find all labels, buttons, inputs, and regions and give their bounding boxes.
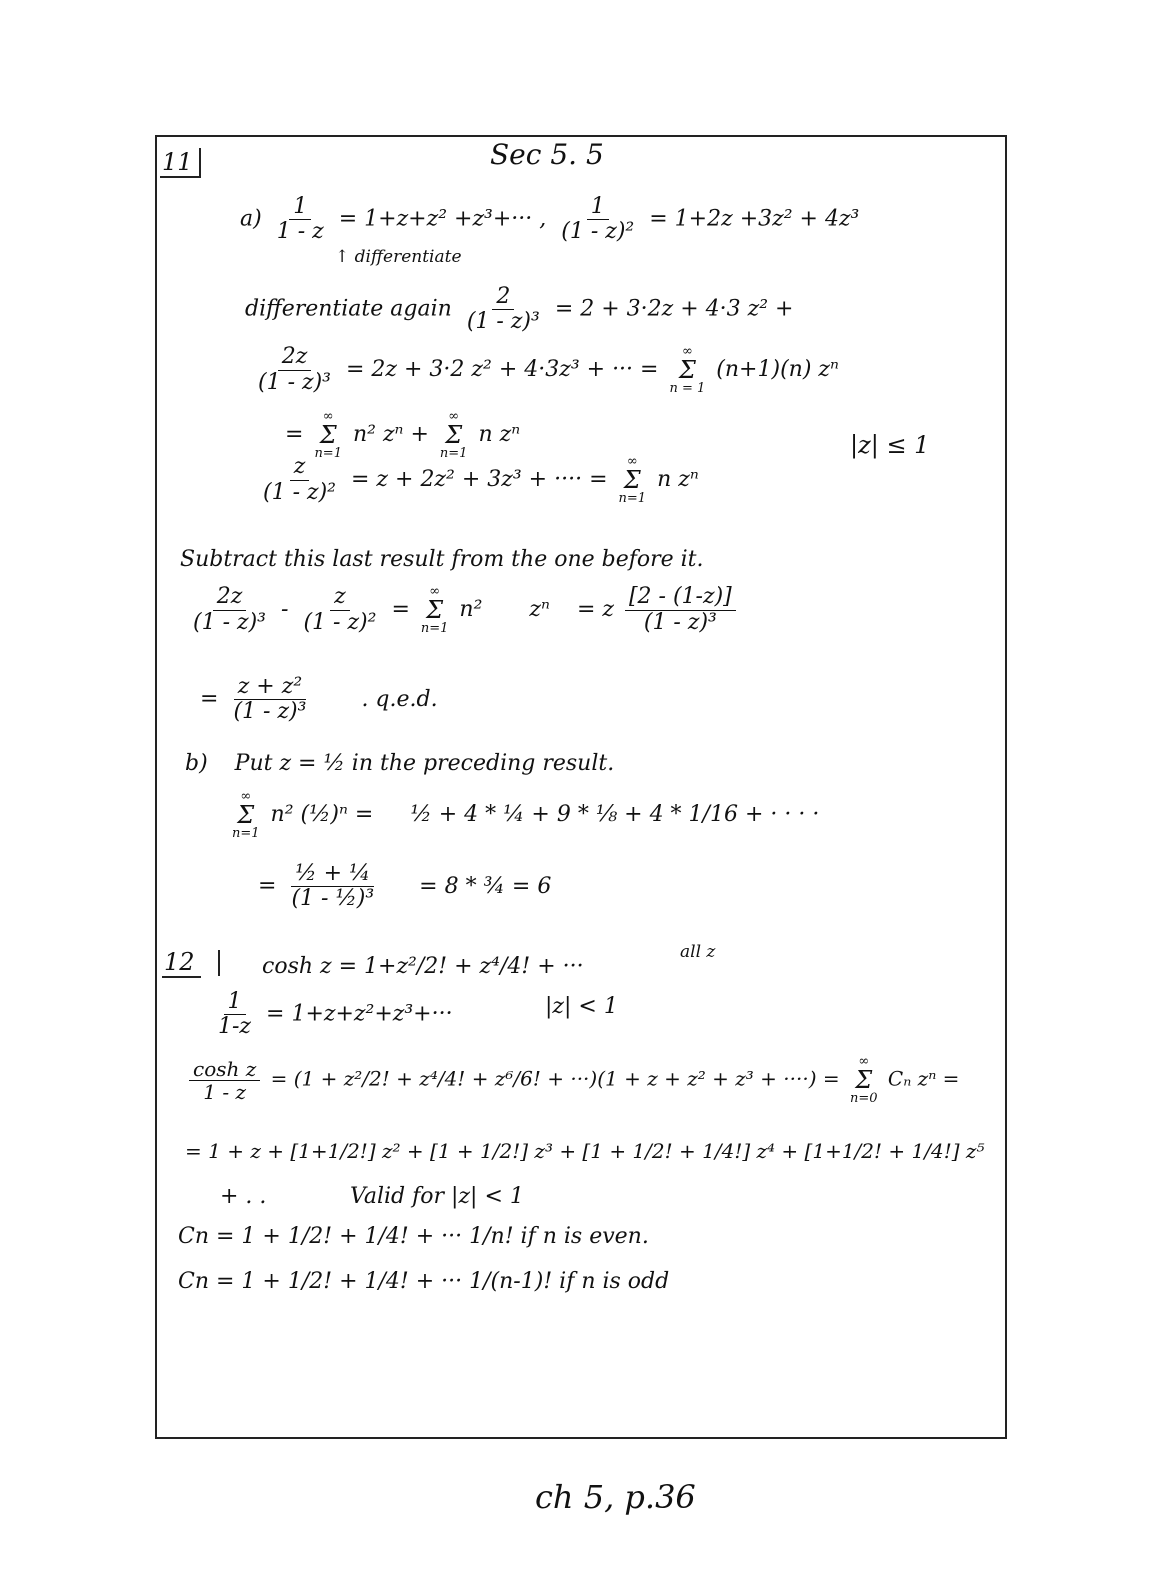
- fraction-2-over-1-z-cubed: $\frac{2}{\text{(1 - z)³}}$: [466, 284, 540, 335]
- p11-b-line: [185, 752, 614, 776]
- fraction-final: $\frac{\text{z + z²}}{\text{(1 - z)³}}$: [233, 674, 307, 725]
- n-squared: n²: [459, 597, 483, 622]
- sigma-icon: ∞ Σ n=1: [439, 409, 468, 461]
- expanded-line: = 1 + z + [1+1/2!] z² + [1 + 1/2!] z³ + [1 + 1/2! + 1/4!] z⁴ + [1+1/2! + 1/4!] z⁵: [185, 1139, 985, 1163]
- fraction-1-over-1-z: $\frac{1}{1-z}$: [218, 989, 252, 1040]
- fraction-result: $\frac{[2 - (1-z)]}{\text{(1 - z)³}}$: [625, 585, 736, 634]
- arrow-up-icon: ↑: [335, 247, 355, 267]
- sum-term: (n+1)(n) zⁿ: [716, 357, 839, 382]
- p11-a-line5: $\frac{z}{\text{(1 - z)²}}$ = z + 2z² + 3z³ + ···· = ∞ Σ n=1 n zⁿ: [255, 455, 699, 505]
- sum-n-squared: n² zⁿ +: [352, 422, 429, 447]
- b-sum-lhs: n² (½)ⁿ =: [270, 802, 374, 827]
- section-title: Sec 5. 5: [490, 138, 604, 171]
- b-final-value: = 8 * ¾ = 6: [419, 873, 552, 899]
- p11-b-line1: [228, 790, 819, 840]
- problem-12-label: 12: [162, 948, 201, 978]
- fraction-1-over-1-z: $\frac{1}{1 - z}$: [276, 194, 324, 245]
- qed-text: . q.e.d.: [361, 686, 438, 712]
- b-instruction: Put z = ½ in the preceding result.: [234, 751, 615, 776]
- product-expansion: = (1 + z²/2! + z⁴/4! + z⁶/6! + ···)(1 + z + z² + z³ + ····) =: [270, 1066, 840, 1091]
- geometric-series-2: = 1+z+z²+z³+···: [266, 1001, 453, 1027]
- z-to-n: zⁿ: [529, 597, 550, 622]
- sum-cn-zn: Cₙ zⁿ =: [887, 1066, 960, 1091]
- subtract-instruction: Subtract this last result from the one before it.: [180, 547, 704, 572]
- sigma-icon: ∞ Σ n = 1: [669, 344, 706, 396]
- p11-a-line4: = ∞ Σ n=1 n² zⁿ + ∞ Σ n=1 n zⁿ: [285, 409, 521, 461]
- cosh-series: cosh z = 1+z²/2! + z⁴/4! + ···: [262, 954, 584, 979]
- product-line: [185, 1055, 959, 1105]
- sigma-icon: ∞ Σ n=0: [849, 1054, 878, 1106]
- equals-z: = z: [576, 597, 614, 622]
- note-differentiate: ↑ differentiate: [335, 247, 462, 267]
- derivative-series: = 1+2z +3z² + 4z³: [649, 206, 860, 232]
- geometric-series: = 1+z+z² +z³+··· ,: [338, 206, 547, 232]
- series-times-z: = 2z + 3·2 z² + 4·3z³ + ···: [346, 357, 634, 382]
- fraction-1-over-1-z-sq: $\frac{1}{\text{(1 - z)²}}$: [561, 194, 635, 245]
- p11-b-line2: = $\frac{\text{½ + ¼}}{\text{(1 - ½)³}}$ = 8 * ¾ = 6: [258, 861, 552, 912]
- p11-b-label: b): [185, 751, 208, 776]
- p11-a-line1: [240, 195, 859, 244]
- differentiate-again-text: differentiate again: [245, 296, 452, 322]
- fraction-z-over-1-z-sq: $\frac{z}{\text{(1 - z)²}}$: [263, 454, 336, 505]
- sigma-icon: ∞ Σ n=1: [618, 454, 647, 506]
- p11-a-label: a): [240, 206, 262, 232]
- expanded-continuation: + . .: [220, 1184, 267, 1209]
- fraction-b-result: $\frac{\text{½ + ¼}}{\text{(1 - ½)³}}$: [291, 861, 375, 912]
- fraction-2z-over-1-z-cubed: $\frac{2z}{\text{(1 - z)³}}$: [258, 344, 331, 395]
- geometric-condition: |z| < 1: [545, 994, 618, 1019]
- series-n-z: = z + 2z² + 3z³ + ····: [351, 467, 583, 492]
- geometric-line: [210, 990, 453, 1039]
- fraction-2z-over-1-z-cubed: $\frac{2z}{\text{(1 - z)³}}$: [193, 584, 266, 635]
- p11-qed-line: = $\frac{\text{z + z²}}{\text{(1 - z)³}}$ . q.e.d.: [200, 674, 438, 725]
- p11-subtract-line: $\frac{2z}{\text{(1 - z)³}}$ - $\frac{z}{\text{(1 - z)²}}$ = ∞ Σ n=1 n² zⁿ = z $\frac{[2 - (1-z)]}{\text{(1 - z)³}}$: [185, 585, 740, 635]
- sigma-icon: ∞ Σ n=1: [232, 789, 260, 841]
- b-sum-rhs: ½ + 4 * ¼ + 9 * ⅛ + 4 * 1/16 + · · · ·: [410, 802, 820, 827]
- second-derivative-series: = 2 + 3·2z + 4·3 z² +: [554, 296, 794, 322]
- sum-n: n zⁿ: [478, 422, 521, 447]
- sum-n-zn: n zⁿ: [657, 467, 699, 492]
- page-footer: ch 5, p.36: [535, 1478, 696, 1516]
- cn-odd-line: Cn = 1 + 1/2! + 1/4! + ··· 1/(n-1)! if n is odd: [178, 1269, 670, 1294]
- cosh-condition: all z: [680, 942, 716, 962]
- p11-a-line3: $\frac{2z}{\text{(1 - z)³}}$ = 2z + 3·2 z² + 4·3z³ + ··· = ∞ Σ n = 1 (n+1)(n) zⁿ: [250, 345, 839, 395]
- fraction-cosh-over-1-z: $\frac{\text{cosh z}}{1 - z}$: [189, 1058, 260, 1103]
- convergence-condition: |z| ≤ 1: [850, 431, 930, 459]
- fraction-z-over-1-z-sq: $\frac{z}{\text{(1 - z)²}}$: [303, 584, 377, 635]
- valid-condition: Valid for |z| < 1: [350, 1184, 524, 1209]
- label-divider: [218, 950, 220, 976]
- sigma-icon: ∞ Σ n=1: [314, 409, 342, 461]
- sigma-icon: ∞ Σ n=1: [420, 584, 449, 636]
- problem-11-label: 11: [160, 148, 201, 178]
- p11-a-line2: [245, 285, 793, 334]
- cn-even-line: Cn = 1 + 1/2! + 1/4! + ··· 1/n! if n is even.: [178, 1224, 649, 1249]
